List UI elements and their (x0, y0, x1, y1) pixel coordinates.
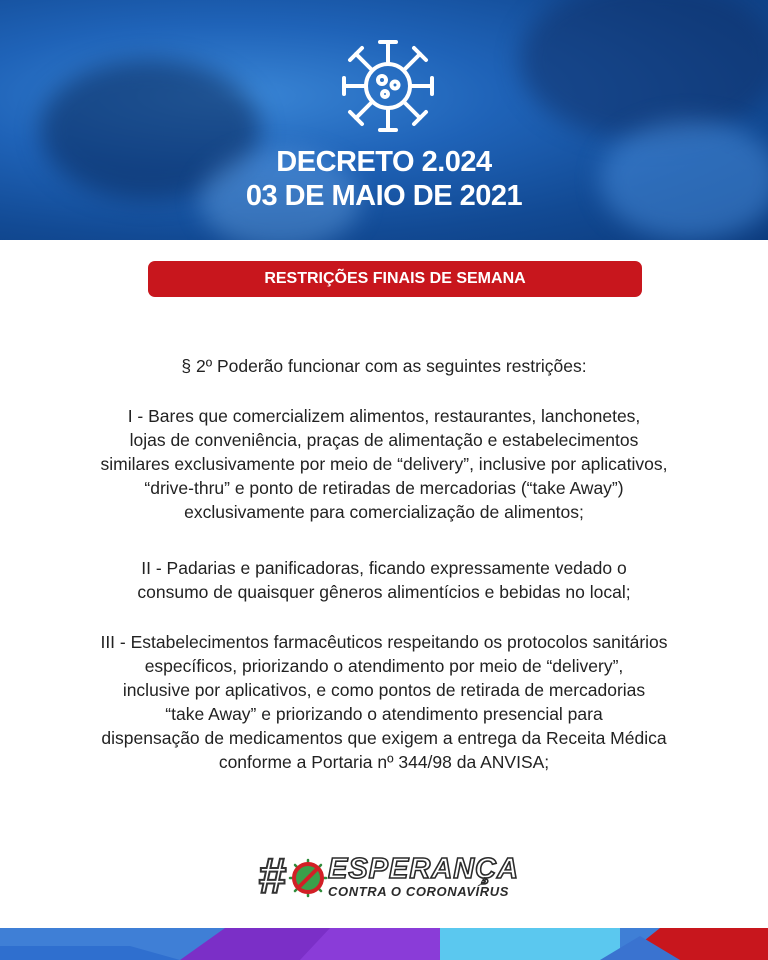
item-line: lojas de conveniência, praças de alimentação e estabelecimentos (129, 430, 639, 450)
item-line: similares exclusivamente por meio de “delivery”, inclusive por aplicativos, (100, 454, 668, 474)
item-2-paragraph (20, 556, 748, 604)
item-line: “drive-thru” e ponto de retiradas de mercadorias (“take Away”) (144, 478, 624, 498)
item-line: “take Away” e priorizando o atendimento presencial para (165, 704, 603, 724)
item-line: I - Bares que comercializem alimentos, restaurantes, lanchonetes, (127, 406, 641, 426)
section-banner: RESTRIÇÕES FINAIS DE SEMANA (148, 261, 642, 297)
decree-date: 03 DE MAIO DE 2021 (245, 180, 523, 212)
item-1-paragraph (20, 404, 748, 524)
hashtag-symbol: # (258, 848, 286, 904)
decree-title: DECRETO 2.024 (276, 146, 492, 178)
item-3-paragraph (20, 630, 748, 774)
footer-color-band (0, 928, 768, 960)
item-line: III - Estabelecimentos farmacêuticos respeitando os protocolos sanitários (100, 632, 668, 652)
logo-tagline: CONTRA O CORONAVÍRUS (328, 884, 509, 899)
item-line: consumo de quaisquer gêneros alimentícios e bebidas no local; (137, 582, 631, 602)
item-line: exclusivamente para comercialização de alimentos; (184, 502, 584, 522)
intro-paragraph (20, 354, 748, 378)
logo-wordmark: ESPERANÇA (328, 853, 520, 885)
item-line: inclusive por aplicativos, e como pontos de retirada de mercadorias (122, 680, 646, 700)
header-banner (0, 0, 768, 240)
virus-icon (332, 30, 444, 142)
item-line: dispensação de medicamentos que exigem a entrega da Receita Médica (101, 728, 667, 748)
item-line: específicos, priorizando o atendimento por meio de “delivery”, (144, 656, 624, 676)
item-line: conforme a Portaria nº 344/98 da ANVISA; (218, 752, 550, 772)
item-line: II - Padarias e panificadoras, ficando expressamente vedado o (141, 558, 627, 578)
campaign-logo (258, 848, 520, 904)
intro-line: § 2º Poderão funcionar com as seguintes restrições: (181, 356, 587, 376)
no-virus-icon (288, 858, 328, 898)
